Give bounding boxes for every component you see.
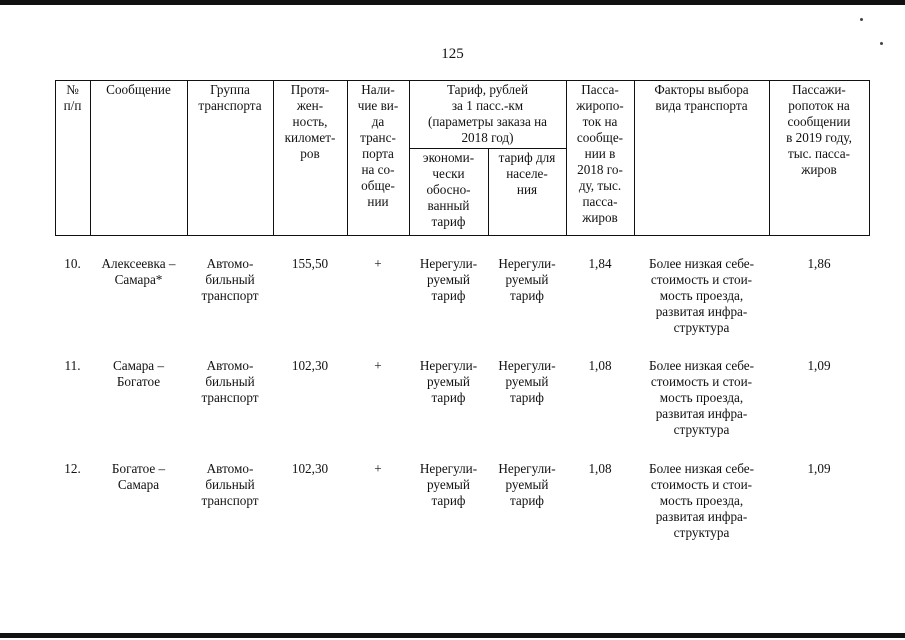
row-factors: Более низкая себе- стоимость и стои- мость проезда, развитая инфра- структура	[649, 358, 754, 437]
row-availability: +	[374, 461, 382, 476]
row-flow-2019: 1,09	[807, 461, 831, 476]
row-length: 155,50	[291, 256, 329, 271]
row-route: Самара – Богатое	[112, 358, 165, 389]
col-rule	[90, 80, 91, 236]
row-factors: Более низкая себе- стоимость и стои- мость проезда, развитая инфра- структура	[649, 461, 754, 540]
row-group: Автомо- бильный транспорт	[201, 461, 259, 508]
row-tariff-population: Нерегули- руемый тариф	[498, 358, 556, 405]
row-flow-2019: 1,86	[807, 256, 831, 271]
header-flow-2019: Пассажи- ропоток на сообщении в 2019 году, тыс. пасса- жиров	[786, 82, 852, 177]
header-num: № п/п	[63, 82, 82, 113]
row-flow-2019: 1,09	[807, 358, 831, 373]
row-availability: +	[374, 358, 382, 373]
row-flow-2018: 1,08	[588, 461, 612, 476]
header-group: Группа транспорта	[198, 82, 262, 113]
row-flow-2018: 1,08	[588, 358, 612, 373]
row-tariff-economic: Нерегули- руемый тариф	[419, 461, 478, 508]
row-num: 11.	[64, 358, 81, 373]
row-length: 102,30	[291, 461, 329, 476]
row-length: 102,30	[291, 358, 329, 373]
row-availability: +	[374, 256, 382, 271]
header-factors: Факторы выбора вида транспорта	[654, 82, 749, 113]
header-bottom-rule	[55, 235, 870, 236]
header-flow-2018: Пасса- жиропо- ток на сообще- нии в 2018 го- ду, тыс. пасса- жиров	[576, 82, 624, 225]
row-flow-2018: 1,84	[588, 256, 612, 271]
row-num: 10.	[64, 256, 81, 271]
scan-speck	[860, 18, 863, 21]
row-factors: Более низкая себе- стоимость и стои- мость проезда, развитая инфра- структура	[649, 256, 754, 335]
row-tariff-population: Нерегули- руемый тариф	[498, 461, 556, 508]
header-tariff-population: тариф для населе- ния	[498, 150, 556, 197]
scan-bottom-edge	[0, 633, 905, 638]
page-number: 125	[441, 46, 464, 62]
col-rule	[869, 80, 870, 236]
row-route: Богатое – Самара	[111, 461, 166, 492]
header-tariff: Тариф, рублей за 1 пасс.-км (параметры заказа на 2018 год)	[427, 82, 548, 145]
scan-top-edge	[0, 0, 905, 5]
table-top-rule	[55, 80, 870, 81]
row-route: Алексеевка – Самара*	[101, 256, 176, 287]
header-tariff-economic: экономи- чески обосно- ванный тариф	[422, 150, 475, 229]
row-tariff-economic: Нерегули- руемый тариф	[419, 256, 478, 303]
row-tariff-population: Нерегули- руемый тариф	[498, 256, 556, 303]
row-group: Автомо- бильный транспорт	[201, 358, 259, 405]
header-length: Протя- жен- ность, километ- ров	[284, 82, 336, 161]
header-route: Сообщение	[106, 82, 171, 97]
row-group: Автомо- бильный транспорт	[201, 256, 259, 303]
header-availability: Нали- чие ви- да транс- порта на со- обще- нии	[357, 82, 399, 209]
scan-speck	[880, 42, 883, 45]
row-tariff-economic: Нерегули- руемый тариф	[419, 358, 478, 405]
row-num: 12.	[64, 461, 81, 476]
